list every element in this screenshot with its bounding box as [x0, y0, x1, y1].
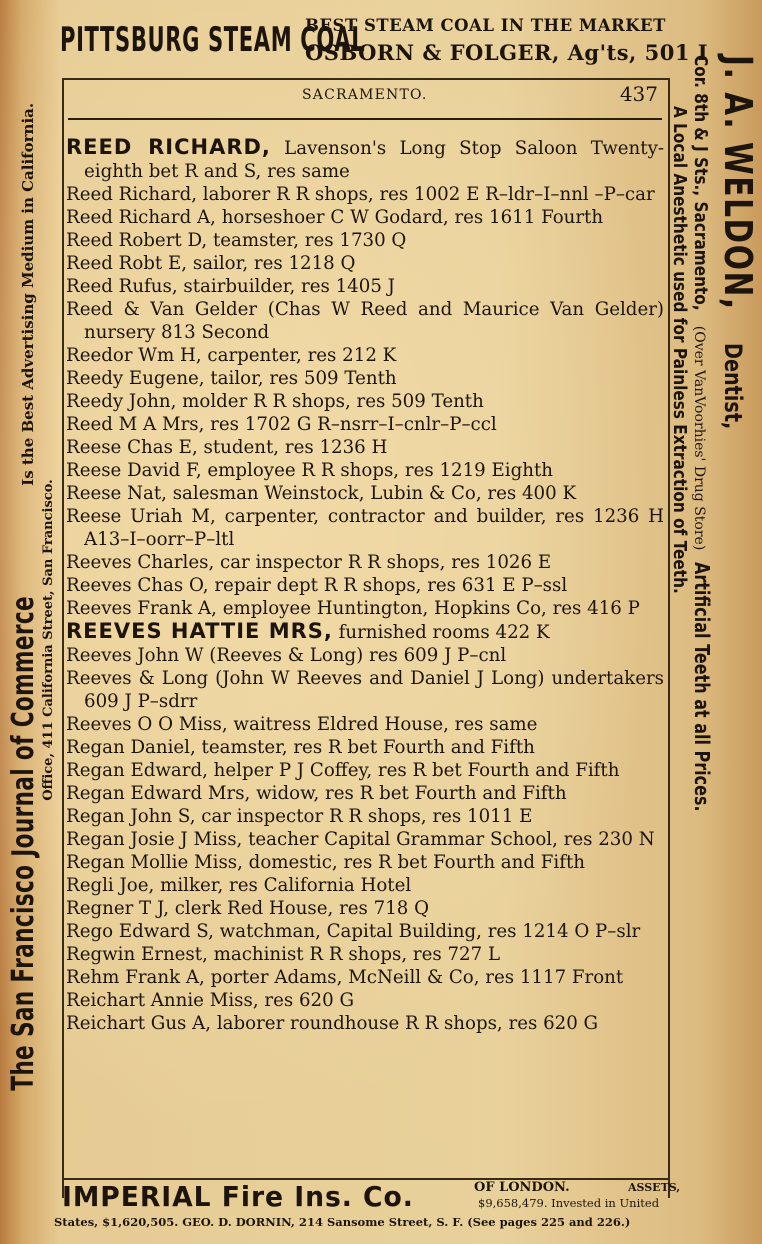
directory-entry: Regner T J, clerk Red House, res 718 Q: [66, 898, 430, 919]
directory-entry: Reeves O O Miss, waitress Eldred House, res same: [66, 714, 538, 735]
dentist-name: J. A. WELDON,: [716, 55, 761, 311]
dentist-address: Cor. 8th & J Sts., Sacramento,: [690, 55, 712, 311]
directory-entry: Reed M A Mrs, res 1702 G R–nsrr–I–cnlr–P–ccl: [66, 414, 497, 435]
directory-entry: Reeves Charles, car inspector R R shops, res 1026 E: [66, 552, 552, 573]
directory-entry: Regan Daniel, teamster, res R bet Fourth and Fifth: [66, 737, 535, 758]
directory-entry: [66, 136, 664, 183]
directory-entry: [66, 620, 664, 644]
directory-entry: Reed Richard A, horseshoer C W Godard, res 1611 Fourth: [66, 207, 604, 228]
entry-bold-name: REEVES HATTIE MRS,: [66, 619, 333, 643]
directory-entry: Regli Joe, milker, res California Hotel: [66, 875, 412, 896]
directory-entry: Regan Edward, helper P J Coffey, res R bet Fourth and Fifth: [66, 760, 620, 781]
directory-entry: Rehm Frank A, porter Adams, McNeill & Co, res 1117 Front: [66, 967, 624, 988]
directory-entry: Reed Rufus, stairbuilder, res 1405 J: [66, 276, 395, 297]
directory-entry: Rego Edward S, watchman, Capital Building, res 1214 O P–slr: [66, 921, 641, 942]
directory-entry: Reichart Gus A, laborer roundhouse R R shops, res 620 G: [66, 1013, 599, 1034]
directory-listing: [66, 136, 664, 1035]
directory-entry: Reed & Van Gelder (Chas W Reed and Maurice Van Gelder) nursery 813 Second: [66, 299, 664, 343]
directory-entry: Reedor Wm H, carpenter, res 212 K: [66, 345, 397, 366]
directory-entry: Reedy John, molder R R shops, res 509 Tenth: [66, 391, 484, 412]
directory-entry: Regan Mollie Miss, domestic, res R bet Fourth and Fifth: [66, 852, 585, 873]
city-heading: SACRAMENTO.: [302, 87, 428, 103]
directory-entry: Reed Richard, laborer R R shops, res 1002 E R–ldr–I–nnl –P–car: [66, 184, 655, 205]
directory-entry: Reedy Eugene, tailor, res 509 Tenth: [66, 368, 397, 389]
imperial-agent-line: States, $1,620,505. GEO. D. DORNIN, 214 Sansome Street, S. F. (See pages 225 and 226.): [54, 1215, 631, 1229]
frame-top-border: [62, 78, 670, 80]
coal-tagline: BEST STEAM COAL IN THE MARKET: [305, 16, 666, 35]
directory-entry: Reeves John W (Reeves & Long) res 609 J P–cnl: [66, 645, 507, 666]
directory-entry: Reeves Chas O, repair dept R R shops, res 631 E P–ssl: [66, 575, 568, 596]
directory-entry: Reese David F, employee R R shops, res 1219 Eighth: [66, 460, 553, 481]
journal-office: Office, 411 California Street, San Francisco.: [41, 479, 56, 801]
directory-entry: Reeves Frank A, employee Huntington, Hopkins Co, res 416 P: [66, 598, 640, 619]
entry-text: Lavenson's Long Stop Saloon Twenty-eighth bet R and S, res same: [84, 138, 664, 182]
entry-bold-name: REED RICHARD,: [66, 135, 271, 159]
pittsburg-steam-coal-brand: PITTSBURG STEAM COAL: [60, 20, 366, 60]
directory-entry: Reese Nat, salesman Weinstock, Lubin & Co, res 400 K: [66, 483, 577, 504]
top-advertisement: [60, 14, 709, 76]
directory-entry: Reese Uriah M, carpenter, contractor and builder, res 1236 H A13–I–oorr–P–ltl: [66, 506, 664, 550]
heading-rule: [68, 118, 662, 120]
assets-label: ASSETS,: [628, 1181, 681, 1194]
bottom-advertisement: [54, 1180, 694, 1240]
artificial-teeth-note: Artificial Teeth at all Prices.: [690, 562, 715, 812]
dentist-title: Dentist,: [719, 342, 748, 430]
anesthetic-note: A Local Anesthetic used for Painless Extraction of Teeth.: [669, 106, 691, 594]
directory-entry: Reichart Annie Miss, res 620 G: [66, 990, 354, 1011]
directory-entry: Regan John S, car inspector R R shops, res 1011 E: [66, 806, 533, 827]
directory-entry: Reeves & Long (John W Reeves and Daniel J Long) undertakers 609 J P–sdrr: [66, 668, 664, 712]
directory-entry: Regan Josie J Miss, teacher Capital Grammar School, res 230 N: [66, 829, 655, 850]
running-head: [62, 82, 668, 110]
journal-title: The San Francisco Journal of Commerce: [6, 596, 41, 1091]
directory-entry: Reed Robt E, sailor, res 1218 Q: [66, 253, 356, 274]
directory-entry: Reed Robert D, teamster, res 1730 Q: [66, 230, 407, 251]
left-margin-advertisement: [0, 90, 62, 1200]
journal-tagline: Is the Best Advertising Medium in California.: [19, 102, 37, 486]
coal-agents: OSBORN & FOLGER, Ag'ts, 501 I: [305, 40, 709, 65]
assets-amount: $9,658,479. Invested in United: [478, 1196, 660, 1210]
directory-entry: Regwin Ernest, machinist R R shops, res 727 L: [66, 944, 501, 965]
frame-left-border: [62, 78, 64, 1198]
imperial-insurance-name: IMPERIAL Fire Ins. Co.: [62, 1180, 414, 1213]
entry-text: furnished rooms 422 K: [332, 622, 550, 643]
directory-entry: Regan Edward Mrs, widow, res R bet Fourth and Fifth: [66, 783, 567, 804]
of-london: OF LONDON.: [474, 1180, 570, 1195]
right-margin-advertisement: [668, 55, 762, 1195]
directory-entry: Reese Chas E, student, res 1236 H: [66, 437, 388, 458]
dentist-address-note: (Over VanVoorhies' Drug Store): [691, 325, 708, 551]
page-number: 437: [619, 82, 658, 106]
